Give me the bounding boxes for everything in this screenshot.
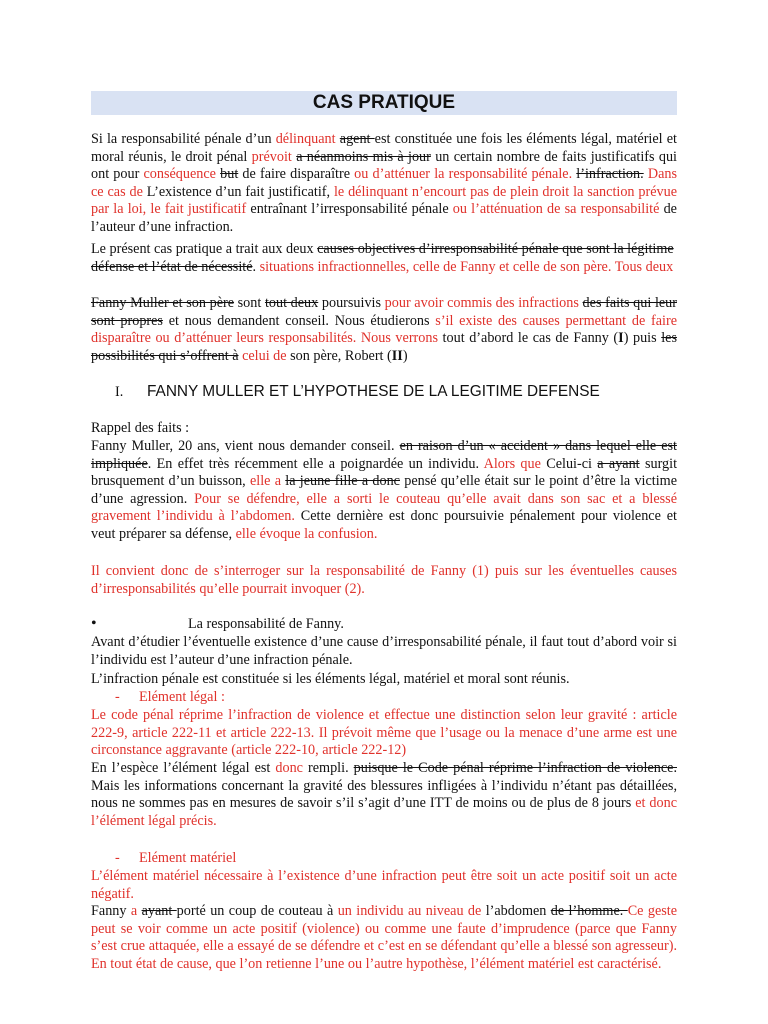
dash-label: Elément matériel (139, 850, 237, 866)
intro-paragraph (91, 131, 677, 237)
section-number: I. (115, 384, 124, 400)
dash-label: Elément légal : (139, 689, 225, 705)
text-run: ) puis (623, 330, 662, 347)
text-run: un certain nombre de faits justificatifs qui ont pour (91, 148, 677, 183)
facts-paragraph (91, 438, 677, 544)
bold-text: I (618, 330, 624, 347)
text-run: tout d’abord le cas de Fanny ( (437, 330, 619, 347)
text-run: Cette dernière est donc poursuivie pénalement pour violence et veut préparer sa défense, (91, 508, 677, 542)
page-title: CAS PRATIQUE (91, 91, 677, 115)
elements-paragraph: L’infraction pénale est constituée si les éléments légal, matériel et moral sont réunis. (91, 671, 570, 687)
text-run: est constituée une fois les éléments légal, matériel et moral réunis, le droit pénal (91, 131, 677, 165)
legal-analysis-paragraph (91, 760, 677, 830)
inserted-text: Alors que (483, 455, 541, 472)
deleted-text: les possibilités qui s’offrent à (91, 330, 677, 364)
text-run: Fanny (91, 903, 131, 919)
inserted-text: ou l’atténuation de sa responsabilité (452, 201, 660, 218)
section-title: FANNY MULLER ET L’HYPOTHESE DE LA LEGITIME DEFENSE (147, 383, 600, 400)
text-run: poursuivis (318, 295, 385, 311)
dash-symbol: - (115, 850, 120, 866)
deleted-text: but (220, 166, 239, 183)
facts-label: Rappel des faits : (91, 420, 190, 436)
text-run: . (252, 258, 260, 275)
inserted-text: celui de (242, 347, 287, 364)
bullet-symbol: • (91, 615, 97, 632)
inserted-text: Dans ce cas de (91, 166, 678, 200)
inserted-text: s’il existe des causes permettant de faire disparaître ou d’atténuer leurs responsabilités. Nous verrons (91, 312, 678, 347)
deleted-text: des faits qui leur sont propres (91, 295, 677, 329)
scope-paragraph (91, 241, 677, 276)
material-element-paragraph: L’élément matériel nécessaire à l’existence d’une infraction peut être soit un acte positif soit un acte négatif. (91, 868, 677, 902)
inserted-text: pour avoir commis des infractions (384, 295, 579, 311)
deleted-text: a néanmoins mis à jour (296, 148, 431, 165)
inserted-text: ou d’atténuer la responsabilité pénale. (354, 166, 573, 183)
text-run: L’existence d’un fait justificatif, (146, 183, 334, 200)
deleted-text: l’infraction. (576, 166, 644, 183)
deleted-text: puisque le Code pénal réprime l’infraction de violence. (353, 760, 677, 776)
inserted-text: a (130, 903, 138, 919)
text-run: Le présent cas pratique a trait aux deux (91, 241, 318, 257)
preliminary-paragraph: Avant d’étudier l’éventuelle existence d’une cause d’irresponsabilité pénale, il faut tout d’abord voir si l’individu est l’auteur d’une infraction pénale. (91, 634, 677, 668)
inserted-text: le délinquant n’encourt pas de plein droit la sanction prévue par la loi, le fait justificatif (91, 183, 677, 218)
material-analysis-paragraph (91, 903, 677, 973)
text-run: porté un coup de couteau à (176, 903, 338, 919)
deleted-text: a ayant (597, 455, 640, 472)
text-run: Si la responsabilité pénale d’un (91, 131, 276, 147)
plan-paragraph (91, 295, 677, 365)
text-run: Celui-ci (540, 455, 598, 472)
text-run: son père, Robert ( (286, 347, 392, 364)
deleted-text: causes objectives d’irresponsabilité pénale que sont la légitime défense et l’état de nécessité (91, 241, 674, 275)
text-run: Mais les informations concernant la gravité des blessures infligées à l’individu n’étant pas détaillées, nous ne sommes pas en mesures de savoir s’il s’agit d’une ITT de moins ou de plus de 8 jours (91, 777, 677, 812)
inserted-text: donc (275, 760, 303, 776)
inserted-text: conséquence (143, 166, 216, 183)
deleted-text: tout deux (264, 295, 319, 311)
text-run: et nous demandent conseil. Nous étudierons (162, 312, 436, 329)
inserted-text: délinquant (275, 131, 336, 147)
deleted-text: en raison d’un « accident » dans lequel elle est impliquée (91, 438, 677, 472)
text-run: entraînant l’irresponsabilité pénale (246, 201, 453, 218)
text-run: Fanny Muller, 20 ans, vient nous demander conseil. (91, 438, 400, 454)
text-run: ) (402, 347, 408, 364)
deleted-text: agent (339, 131, 375, 147)
text-run: l’abdomen (481, 903, 551, 919)
text-run: sont (234, 295, 265, 311)
dash-symbol: - (115, 689, 120, 705)
inserted-text: situations infractionnelles, celle de Fanny et celle de son père. Tous deux (259, 258, 674, 275)
section-heading (91, 382, 677, 402)
text-run: rempli. (302, 760, 354, 776)
deleted-text: la jeune fille a donc (285, 473, 400, 490)
problem-statement: Il convient donc de s’interroger sur la responsabilité de Fanny (1) puis sur les éventuelles causes d’irresponsabilités qu’elle pourrait invoquer (2). (91, 563, 677, 597)
text-run: . En effet très récemment elle a poignardée un individu. (147, 455, 484, 472)
text-run: pensé qu’elle était sur le point d’être la victime d’une agression. (91, 473, 678, 507)
inserted-text: un individu au niveau de (337, 903, 482, 919)
inserted-text: elle a (249, 473, 281, 490)
legal-element-paragraph: Le code pénal réprime l’infraction de violence et effectue une distinction selon leur gravité : article 222-9, article 222-11 et article 222-13. Il prévoit même que l’usage ou la menace d’une arme est une circonstance aggravante (article 222-10, article 222-12) (91, 707, 677, 759)
text-run: En l’espèce l’élément légal est (91, 760, 276, 776)
deleted-text: ayant (141, 903, 177, 919)
deleted-text: Fanny Muller et son père (91, 295, 235, 311)
text-run: de l’auteur d’une infraction. (91, 201, 677, 235)
text-run: de faire disparaître (238, 166, 355, 183)
bullet-label: La responsabilité de Fanny. (188, 616, 344, 632)
deleted-text: de l’homme. (550, 903, 628, 919)
inserted-text: Pour se défendre, elle a sorti le couteau qu’elle avait dans son sac et a blessé gravement l’individu à l’abdomen. (91, 490, 678, 525)
text-run: surgit brusquement d’un buisson, (91, 455, 678, 490)
inserted-text: prévoit (251, 148, 292, 165)
bold-text: II (391, 347, 403, 364)
inserted-text: Ce geste peut se voir comme un acte positif (violence) ou comme une faute d’imprudence (parce que Fanny s’est crue attaquée, elle a essayé de se défendre et c’est en se défendant qu’elle a blessé son agresseur). En tout état de cause, que l’on retienne l’une ou l’autre hypothèse, l’élément matériel est caractérisé. (91, 903, 677, 972)
inserted-text: et donc l’élément légal précis. (91, 795, 677, 829)
inserted-text: elle évoque la confusion. (235, 525, 378, 542)
